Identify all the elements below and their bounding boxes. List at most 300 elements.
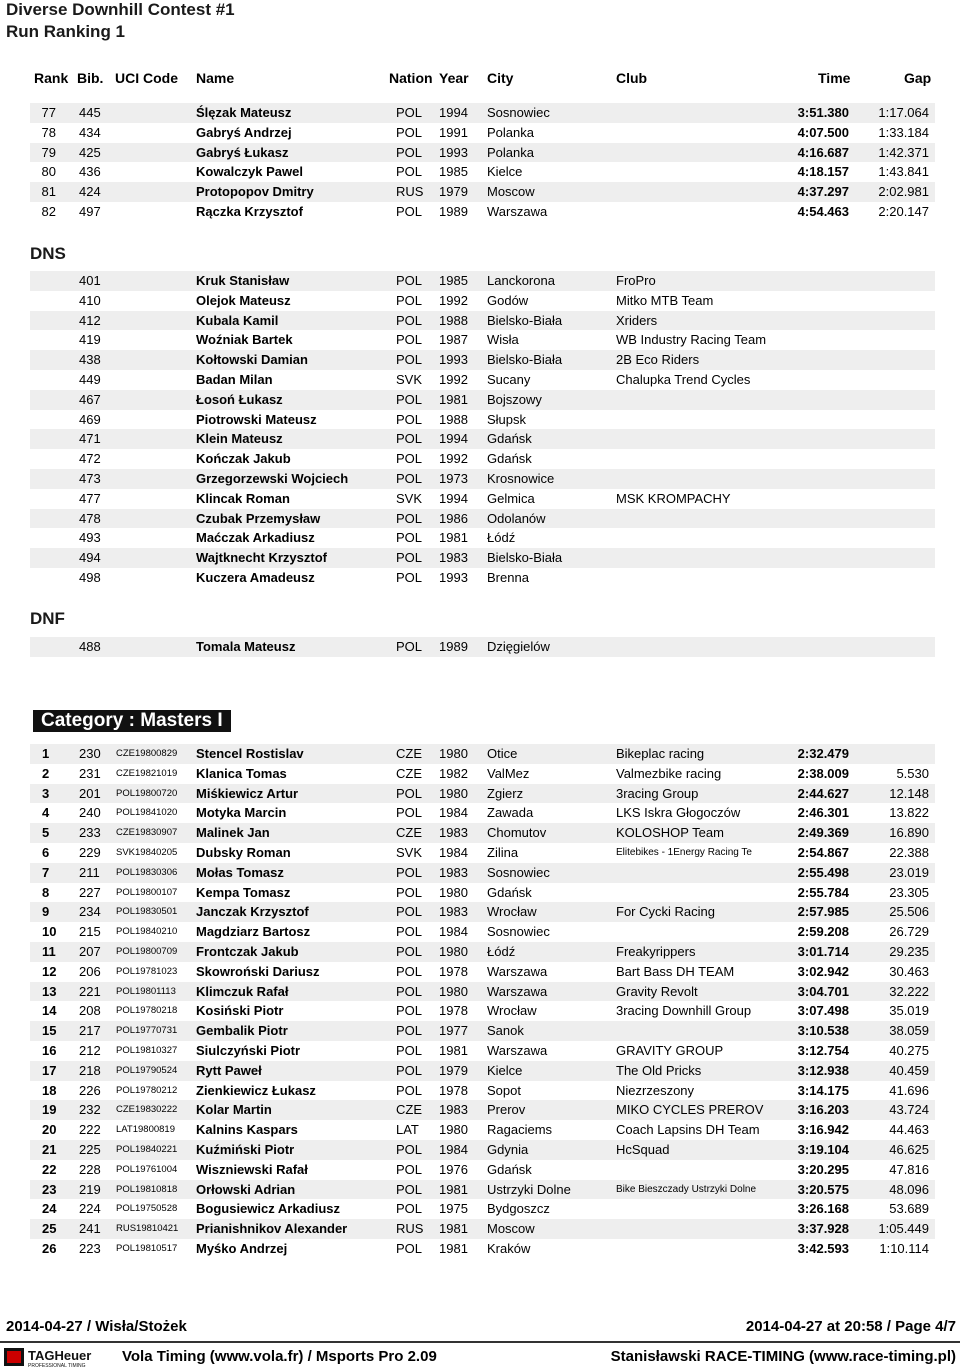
name-cell: Kolar Martin: [196, 1102, 272, 1118]
bib-cell: 469: [79, 411, 101, 427]
bib-cell: 212: [79, 1042, 101, 1058]
bib-cell: 215: [79, 924, 101, 940]
time-cell: 3:51.380: [797, 105, 849, 120]
uci-code-cell: POL19790524: [116, 1064, 178, 1076]
table-row: [30, 1081, 935, 1101]
name-cell: Klanica Tomas: [196, 765, 287, 781]
city-cell: Ragaciems: [487, 1122, 553, 1138]
uci-code-cell: CZE19821019: [116, 767, 178, 779]
nation-cell: POL: [396, 1161, 423, 1177]
time-cell: 4:18.157: [797, 164, 849, 180]
masters-table: [30, 744, 935, 1259]
city-cell: Gdańsk: [487, 1161, 532, 1177]
club-cell: Coach Lapsins DH Team: [616, 1122, 760, 1138]
bib-cell: 438: [79, 352, 101, 368]
name-cell: Mołas Tomasz: [196, 864, 284, 880]
bib-cell: 477: [79, 490, 101, 506]
time-cell: 4:07.500: [797, 124, 849, 140]
city-cell: Chomutov: [487, 825, 547, 841]
club-cell: Freakyrippers: [616, 943, 696, 959]
year-cell: 1977: [439, 1023, 468, 1039]
year-cell: 1987: [439, 332, 468, 348]
name-cell: Czubak Przemysław: [196, 510, 321, 526]
nation-cell: CZE: [396, 765, 422, 781]
time-cell: 3:12.754: [797, 1042, 849, 1058]
table-row: [30, 982, 935, 1002]
club-cell: Bikeplac racing: [616, 746, 705, 761]
city-cell: Bojszowy: [487, 391, 542, 407]
time-cell: 2:49.369: [797, 825, 849, 841]
table-row: [30, 1239, 935, 1259]
dnf-table: [30, 637, 935, 657]
year-cell: 1994: [439, 431, 468, 447]
club-cell: 2B Eco Riders: [616, 352, 700, 368]
uci-code-cell: POL19841020: [116, 807, 178, 819]
year-cell: 1980: [439, 943, 468, 959]
city-cell: Kielce: [487, 1062, 523, 1078]
rank-cell: 10: [42, 924, 57, 940]
nation-cell: POL: [396, 943, 423, 959]
rank-cell: 81: [41, 184, 56, 200]
table-row: [30, 1180, 935, 1200]
table-row: [30, 1140, 935, 1160]
footer-date-location: 2014-04-27 / Wisła/Stożek: [6, 1318, 187, 1335]
bib-cell: 412: [79, 312, 101, 328]
table-row: [30, 568, 935, 588]
gap-cell: 5.530: [896, 765, 929, 781]
nation-cell: CZE: [396, 746, 422, 761]
name-cell: Myśko Andrzej: [196, 1240, 288, 1256]
city-cell: Bydgoszcz: [487, 1201, 550, 1217]
rank-cell: 26: [42, 1240, 57, 1256]
city-cell: Lanckorona: [487, 273, 555, 288]
name-cell: Klimczuk Rafał: [196, 983, 289, 999]
rank-cell: 18: [42, 1082, 57, 1098]
header-nation: Nation: [389, 70, 433, 86]
rank-cell: 15: [42, 1023, 57, 1039]
gap-cell: 41.696: [889, 1082, 929, 1098]
time-cell: 3:19.104: [797, 1141, 849, 1157]
club-cell: Chalupka Trend Cycles: [616, 371, 751, 387]
nation-cell: RUS: [396, 184, 424, 200]
time-cell: 3:07.498: [797, 1003, 849, 1019]
logo-text: TAGHeuer: [28, 1348, 92, 1363]
club-cell: Niezrzeszony: [616, 1082, 695, 1098]
year-cell: 1978: [439, 1082, 468, 1098]
club-cell: Xriders: [616, 312, 658, 328]
dnf-heading: DNF: [30, 609, 65, 628]
uci-code-cell: POL19800107: [116, 886, 178, 898]
year-cell: 1978: [439, 963, 468, 979]
table-row: [30, 429, 935, 449]
name-cell: Gabryś Łukasz: [196, 144, 289, 160]
city-cell: Sucany: [487, 371, 531, 387]
name-cell: Stencel Rostislav: [196, 746, 304, 761]
bib-cell: 473: [79, 470, 101, 486]
gap-cell: 1:05.449: [878, 1221, 929, 1237]
bib-cell: 497: [79, 203, 101, 219]
name-cell: Woźniak Bartek: [196, 332, 293, 348]
table-row: [30, 143, 935, 163]
rank-cell: 12: [42, 963, 57, 979]
bib-cell: 436: [79, 164, 101, 180]
year-cell: 1976: [439, 1161, 468, 1177]
gap-cell: 40.275: [889, 1042, 929, 1058]
uci-code-cell: POL19810327: [116, 1044, 178, 1056]
year-cell: 1993: [439, 569, 468, 585]
bib-cell: 493: [79, 530, 101, 546]
bib-cell: 471: [79, 431, 101, 447]
bib-cell: 219: [79, 1181, 101, 1197]
year-cell: 1988: [439, 312, 468, 328]
name-cell: Motyka Marcin: [196, 805, 287, 821]
time-cell: 2:55.498: [797, 864, 849, 880]
time-cell: 3:20.575: [797, 1181, 849, 1197]
city-cell: Wisła: [487, 332, 519, 348]
club-cell: For Cycki Racing: [616, 904, 715, 920]
year-cell: 1983: [439, 550, 468, 566]
city-cell: Gdańsk: [487, 884, 532, 900]
rank-cell: 80: [41, 164, 56, 180]
city-cell: Słupsk: [487, 411, 527, 427]
nation-cell: POL: [396, 785, 423, 801]
nation-cell: POL: [396, 530, 423, 546]
year-cell: 1993: [439, 352, 468, 368]
gap-cell: 25.506: [889, 904, 929, 920]
year-cell: 1981: [439, 1181, 468, 1197]
table-row: [30, 962, 935, 982]
time-cell: 3:26.168: [797, 1201, 849, 1217]
nation-cell: POL: [396, 273, 423, 288]
club-cell: The Old Pricks: [616, 1062, 702, 1078]
city-cell: Bielsko-Biała: [487, 352, 563, 368]
time-cell: 2:57.985: [797, 904, 849, 920]
bib-cell: 241: [79, 1221, 101, 1237]
uci-code-cell: CZE19830907: [116, 827, 178, 839]
time-cell: 2:55.784: [797, 884, 849, 900]
year-cell: 1983: [439, 864, 468, 880]
name-cell: Miśkiewicz Artur: [196, 785, 299, 801]
city-cell: Bielsko-Biała: [487, 550, 563, 566]
table-row: [30, 843, 935, 863]
table-row: [30, 1061, 935, 1081]
time-cell: 3:01.714: [797, 943, 849, 959]
bib-cell: 206: [79, 963, 101, 979]
club-cell: 3racing Group: [616, 785, 699, 801]
table-row: [30, 103, 935, 123]
bib-cell: 498: [79, 569, 101, 585]
nation-cell: POL: [396, 805, 423, 821]
nation-cell: CZE: [396, 825, 422, 841]
name-cell: Ślęzak Mateusz: [196, 105, 292, 120]
nation-cell: POL: [396, 352, 423, 368]
name-cell: Kalnins Kaspars: [196, 1122, 298, 1138]
time-cell: 2:59.208: [797, 924, 849, 940]
name-cell: Siulczyński Piotr: [196, 1042, 301, 1058]
rank-cell: 24: [42, 1201, 57, 1217]
bib-cell: 410: [79, 292, 101, 308]
gap-cell: 26.729: [889, 924, 929, 940]
gap-cell: 48.096: [889, 1181, 929, 1197]
bib-cell: 229: [79, 844, 101, 860]
year-cell: 1992: [439, 371, 468, 387]
year-cell: 1989: [439, 639, 468, 654]
nation-cell: POL: [396, 332, 423, 348]
city-cell: Łódź: [487, 530, 516, 546]
year-cell: 1984: [439, 924, 468, 940]
gap-cell: 2:20.147: [878, 203, 929, 219]
city-cell: Godów: [487, 292, 529, 308]
table-row: [30, 449, 935, 469]
bib-cell: 494: [79, 550, 101, 566]
uci-code-cell: POL19800720: [116, 787, 178, 799]
table-row: [30, 1021, 935, 1041]
club-cell: FroPro: [616, 273, 656, 288]
bib-cell: 233: [79, 825, 101, 841]
table-row: [30, 390, 935, 410]
year-cell: 1975: [439, 1201, 468, 1217]
name-cell: Wiszniewski Rafał: [196, 1161, 308, 1177]
year-cell: 1985: [439, 164, 468, 180]
time-cell: 2:32.479: [797, 746, 849, 761]
name-cell: Gabryś Andrzej: [196, 124, 292, 140]
rank-cell: 21: [42, 1141, 57, 1157]
bib-cell: 240: [79, 805, 101, 821]
bib-cell: 225: [79, 1141, 101, 1157]
table-row: [30, 902, 935, 922]
uci-code-cell: CZE19830222: [116, 1104, 178, 1116]
table-row: [30, 1160, 935, 1180]
time-cell: 3:42.593: [797, 1240, 849, 1256]
city-cell: Gdańsk: [487, 431, 532, 447]
nation-cell: POL: [396, 550, 423, 566]
rank-cell: 7: [42, 864, 50, 880]
name-cell: Magdziarz Bartosz: [196, 924, 311, 940]
rank-cell: 79: [41, 144, 56, 160]
name-cell: Gembalik Piotr: [196, 1023, 288, 1039]
uci-code-cell: POL19801113: [116, 985, 176, 997]
bib-cell: 201: [79, 785, 101, 801]
rank-cell: 82: [41, 203, 56, 219]
bib-cell: 221: [79, 983, 101, 999]
year-cell: 1980: [439, 983, 468, 999]
column-header-row: [0, 70, 960, 90]
table-row: [30, 1001, 935, 1021]
table-row: [30, 784, 935, 804]
city-cell: Sopot: [487, 1082, 521, 1098]
time-cell: 2:54.867: [797, 844, 849, 860]
bib-cell: 449: [79, 371, 101, 387]
year-cell: 1992: [439, 292, 468, 308]
gap-cell: 47.816: [889, 1161, 929, 1177]
city-cell: Moscow: [487, 184, 535, 200]
name-cell: Klein Mateusz: [196, 431, 283, 447]
bib-cell: 419: [79, 332, 101, 348]
uci-code-cell: POL19810517: [116, 1242, 178, 1254]
year-cell: 1980: [439, 1122, 468, 1138]
name-cell: Frontczak Jakub: [196, 943, 299, 959]
table-row: [30, 744, 935, 764]
table-row: [30, 823, 935, 843]
year-cell: 1985: [439, 273, 468, 288]
name-cell: Klincak Roman: [196, 490, 290, 506]
header-time: Time: [818, 70, 851, 86]
bib-cell: 425: [79, 144, 101, 160]
nation-cell: SVK: [396, 844, 423, 860]
dns-table: [30, 271, 935, 588]
table-row: [30, 1199, 935, 1219]
uci-code-cell: POL19800709: [116, 945, 178, 957]
logo-subtext: PROFESSIONAL TIMING: [28, 1363, 86, 1368]
bib-cell: 224: [79, 1201, 101, 1217]
city-cell: Gdynia: [487, 1141, 529, 1157]
name-cell: Dubsky Roman: [196, 844, 291, 860]
city-cell: Sosnowiec: [487, 864, 550, 880]
name-cell: Malinek Jan: [196, 825, 270, 841]
time-cell: 3:10.538: [797, 1023, 849, 1039]
rank-cell: 14: [42, 1003, 57, 1019]
club-cell: Bike Bieszczady Ustrzyki Dolne: [616, 1183, 757, 1195]
name-cell: Kuczera Amadeusz: [196, 569, 315, 585]
table-row: [30, 202, 935, 222]
city-cell: Kraków: [487, 1240, 531, 1256]
time-cell: 2:38.009: [797, 765, 849, 781]
gap-cell: 35.019: [889, 1003, 929, 1019]
bib-cell: 445: [79, 105, 101, 120]
name-cell: Prianishnikov Alexander: [196, 1221, 348, 1237]
time-cell: 4:54.463: [797, 203, 849, 219]
time-cell: 3:20.295: [797, 1161, 849, 1177]
year-cell: 1981: [439, 1240, 468, 1256]
club-cell: Gravity Revolt: [616, 983, 698, 999]
table-row: [30, 291, 935, 311]
time-cell: 3:37.928: [797, 1221, 849, 1237]
nation-cell: POL: [396, 1240, 423, 1256]
name-cell: Badan Milan: [196, 371, 273, 387]
name-cell: Maćczak Arkadiusz: [196, 530, 315, 546]
nation-cell: POL: [396, 203, 423, 219]
table-row: [30, 123, 935, 143]
city-cell: Dzięgielów: [487, 639, 550, 654]
time-cell: 3:16.942: [797, 1122, 849, 1138]
nation-cell: POL: [396, 1141, 423, 1157]
year-cell: 1981: [439, 1221, 468, 1237]
club-cell: Bart Bass DH TEAM: [616, 963, 735, 979]
name-cell: Kempa Tomasz: [196, 884, 291, 900]
nation-cell: POL: [396, 1003, 423, 1019]
nation-cell: POL: [396, 904, 423, 920]
year-cell: 1984: [439, 805, 468, 821]
bib-cell: 478: [79, 510, 101, 526]
bib-cell: 231: [79, 765, 101, 781]
year-cell: 1994: [439, 105, 468, 120]
name-cell: Kończak Jakub: [196, 451, 291, 467]
table-row: [30, 410, 935, 430]
nation-cell: POL: [396, 1181, 423, 1197]
table-row: [30, 528, 935, 548]
uci-code-cell: RUS19810421: [116, 1223, 179, 1235]
uci-code-cell: POL19830306: [116, 866, 178, 878]
year-cell: 1981: [439, 391, 468, 407]
time-cell: 3:02.942: [797, 963, 849, 979]
gap-cell: 22.388: [889, 844, 929, 860]
uci-code-cell: POL19840210: [116, 926, 178, 938]
city-cell: Polanka: [487, 124, 534, 140]
uci-code-cell: POL19780212: [116, 1084, 178, 1096]
time-cell: 3:14.175: [797, 1082, 849, 1098]
rank-cell: 19: [42, 1102, 57, 1118]
rank-cell: 2: [42, 765, 50, 781]
club-cell: LKS Iskra Głogoczów: [616, 805, 741, 821]
name-cell: Protopopov Dmitry: [196, 184, 314, 200]
gap-cell: 1:42.371: [878, 144, 929, 160]
table-row: [30, 182, 935, 202]
bib-cell: 424: [79, 184, 101, 200]
bib-cell: 234: [79, 904, 101, 920]
rank-cell: 13: [42, 983, 57, 999]
table-row: [30, 764, 935, 784]
nation-cell: POL: [396, 292, 423, 308]
year-cell: 1979: [439, 184, 468, 200]
nation-cell: LAT: [396, 1122, 419, 1138]
table-row: [30, 548, 935, 568]
year-cell: 1986: [439, 510, 468, 526]
gap-cell: 1:43.841: [878, 164, 929, 180]
footer-race-timing-credit: Stanisławski RACE-TIMING (www.race-timing.pl): [610, 1348, 956, 1365]
nation-cell: POL: [396, 1062, 423, 1078]
footer-divider: [0, 1341, 960, 1343]
gap-cell: 23.019: [889, 864, 929, 880]
uci-code-cell: POL19840221: [116, 1143, 178, 1155]
year-cell: 1994: [439, 490, 468, 506]
year-cell: 1980: [439, 785, 468, 801]
year-cell: 1984: [439, 844, 468, 860]
gap-cell: 43.724: [889, 1102, 929, 1118]
city-cell: Wrocław: [487, 904, 537, 920]
rank-cell: 23: [42, 1181, 57, 1197]
uci-code-cell: LAT19800819: [116, 1124, 175, 1136]
rank-cell: 16: [42, 1042, 57, 1058]
club-cell: GRAVITY GROUP: [616, 1042, 724, 1058]
city-cell: Gelmica: [487, 490, 535, 506]
rank-cell: 22: [42, 1161, 57, 1177]
bib-cell: 226: [79, 1082, 101, 1098]
rank-cell: 4: [42, 805, 50, 821]
year-cell: 1984: [439, 1141, 468, 1157]
nation-cell: SVK: [396, 371, 423, 387]
city-cell: Odolanów: [487, 510, 546, 526]
uci-code-cell: POL19761004: [116, 1163, 178, 1175]
year-cell: 1993: [439, 144, 468, 160]
name-cell: Grzegorzewski Wojciech: [196, 470, 349, 486]
name-cell: Kruk Stanisław: [196, 273, 290, 288]
rank-cell: 5: [42, 825, 50, 841]
city-cell: Bielsko-Biała: [487, 312, 563, 328]
header-club: Club: [616, 70, 648, 86]
club-cell: MSK KROMPACHY: [616, 490, 731, 506]
bib-cell: 207: [79, 943, 101, 959]
city-cell: Warszawa: [487, 963, 548, 979]
header-name: Name: [196, 70, 235, 86]
category-heading: Category : Masters I: [33, 710, 231, 732]
name-cell: Zienkiewicz Łukasz: [196, 1082, 316, 1098]
header-year: Year: [439, 70, 469, 86]
gap-cell: 32.222: [889, 983, 929, 999]
bib-cell: 218: [79, 1062, 101, 1078]
gap-cell: 1:10.114: [879, 1240, 929, 1256]
nation-cell: POL: [396, 470, 423, 486]
rank-cell: 17: [42, 1062, 57, 1078]
